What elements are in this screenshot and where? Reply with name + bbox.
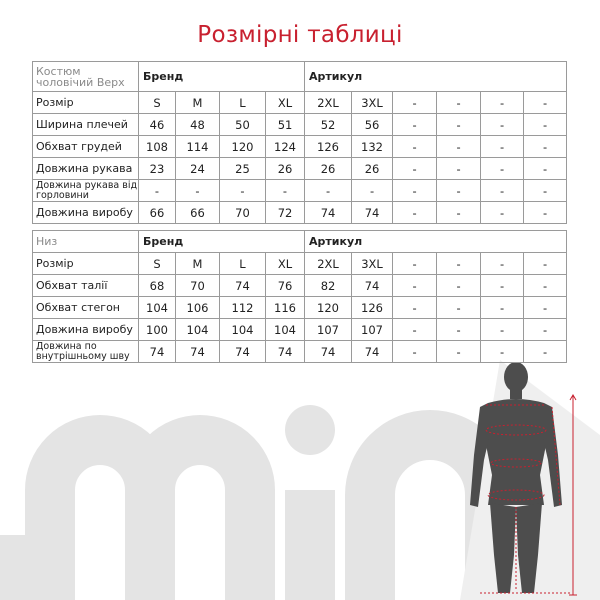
table-cell: - xyxy=(305,180,352,202)
row-label: Обхват талії xyxy=(33,275,139,297)
table-cell: 100 xyxy=(139,319,176,341)
table-cell: M xyxy=(176,92,220,114)
table-cell: 126 xyxy=(352,297,393,319)
table-cell: - xyxy=(524,341,567,363)
table-cell: - xyxy=(437,180,481,202)
table-cell: - xyxy=(481,341,524,363)
table-cell: 132 xyxy=(352,136,393,158)
table-cell: 24 xyxy=(176,158,220,180)
brand-header: Бренд xyxy=(139,231,305,253)
bottom-table-body xyxy=(33,253,567,363)
table-name: Костюм чоловічий Верх xyxy=(33,62,139,92)
article-header: Артикул xyxy=(305,62,567,92)
table-cell: - xyxy=(524,180,567,202)
table-cell: 108 xyxy=(139,136,176,158)
table-cell: - xyxy=(481,275,524,297)
table-cell: - xyxy=(220,180,266,202)
table-cell: S xyxy=(139,253,176,275)
table-cell: 26 xyxy=(352,158,393,180)
table-cell: 74 xyxy=(220,275,266,297)
table-cell: - xyxy=(524,253,567,275)
table-row xyxy=(33,275,567,297)
table-cell: - xyxy=(437,319,481,341)
row-label: Довжина рукава від горловини xyxy=(33,180,139,202)
table-cell: - xyxy=(393,341,437,363)
table-cell: 114 xyxy=(176,136,220,158)
table-cell: - xyxy=(352,180,393,202)
row-label: Довжина по внутрішньому шву xyxy=(33,341,139,363)
table-cell: 3XL xyxy=(352,253,393,275)
table-cell: 56 xyxy=(352,114,393,136)
table-cell: - xyxy=(524,92,567,114)
table-cell: - xyxy=(393,275,437,297)
table-row xyxy=(33,297,567,319)
row-label: Ширина плечей xyxy=(33,114,139,136)
row-label: Обхват грудей xyxy=(33,136,139,158)
table-cell: 104 xyxy=(139,297,176,319)
table-cell: 50 xyxy=(220,114,266,136)
table-cell: 74 xyxy=(139,341,176,363)
table-cell: 76 xyxy=(266,275,305,297)
table-cell: 70 xyxy=(176,275,220,297)
table-cell: - xyxy=(393,297,437,319)
table-row xyxy=(33,202,567,224)
table-cell: - xyxy=(481,114,524,136)
table-cell: 48 xyxy=(176,114,220,136)
table-cell: M xyxy=(176,253,220,275)
table-cell: - xyxy=(481,202,524,224)
table-cell: 120 xyxy=(305,297,352,319)
table-cell: - xyxy=(266,180,305,202)
table-cell: - xyxy=(437,136,481,158)
table-cell: - xyxy=(481,297,524,319)
table-cell: 74 xyxy=(220,341,266,363)
article-header: Артикул xyxy=(305,231,567,253)
table-cell: - xyxy=(437,92,481,114)
table-cell: L xyxy=(220,92,266,114)
body-figure-illustration xyxy=(440,355,600,600)
table-cell: - xyxy=(393,158,437,180)
page-title: Розмірні таблиці xyxy=(197,22,403,48)
top-size-table xyxy=(32,61,567,224)
table-cell: 2XL xyxy=(305,92,352,114)
table-cell: - xyxy=(393,180,437,202)
table-name: Низ xyxy=(33,231,139,253)
table-cell: - xyxy=(481,253,524,275)
table-cell: 72 xyxy=(266,202,305,224)
table-cell: - xyxy=(437,275,481,297)
row-label: Розмір xyxy=(33,253,139,275)
table-cell: S xyxy=(139,92,176,114)
table-cell: 26 xyxy=(305,158,352,180)
table-cell: - xyxy=(524,319,567,341)
table-cell: 74 xyxy=(176,341,220,363)
table-cell: - xyxy=(393,114,437,136)
row-label: Розмір xyxy=(33,92,139,114)
table-cell: 2XL xyxy=(305,253,352,275)
table-cell: - xyxy=(481,180,524,202)
table-cell: 126 xyxy=(305,136,352,158)
table-cell: 107 xyxy=(305,319,352,341)
table-cell: - xyxy=(481,92,524,114)
table-cell: 116 xyxy=(266,297,305,319)
table-cell: - xyxy=(393,202,437,224)
table-cell: 68 xyxy=(139,275,176,297)
table-cell: - xyxy=(524,297,567,319)
table-cell: - xyxy=(524,136,567,158)
bottom-size-table xyxy=(32,230,567,363)
table-cell: 52 xyxy=(305,114,352,136)
table-cell: 74 xyxy=(266,341,305,363)
table-cell: 46 xyxy=(139,114,176,136)
table-cell: 82 xyxy=(305,275,352,297)
table-cell: 51 xyxy=(266,114,305,136)
table-cell: - xyxy=(393,253,437,275)
table-cell: XL xyxy=(266,253,305,275)
table-cell: 66 xyxy=(176,202,220,224)
table-row xyxy=(33,136,567,158)
table-cell: - xyxy=(176,180,220,202)
table-cell: XL xyxy=(266,92,305,114)
table-cell: 3XL xyxy=(352,92,393,114)
table-row xyxy=(33,253,567,275)
table-cell: - xyxy=(481,158,524,180)
table-header-row xyxy=(33,62,567,92)
table-row xyxy=(33,92,567,114)
table-row xyxy=(33,341,567,363)
table-cell: 74 xyxy=(305,202,352,224)
table-cell: 74 xyxy=(305,341,352,363)
table-cell: - xyxy=(481,136,524,158)
table-cell: - xyxy=(393,92,437,114)
table-cell: 74 xyxy=(352,275,393,297)
table-cell: 70 xyxy=(220,202,266,224)
table-cell: 107 xyxy=(352,319,393,341)
table-cell: - xyxy=(437,114,481,136)
table-row xyxy=(33,319,567,341)
row-label: Довжина виробу xyxy=(33,319,139,341)
top-table-body xyxy=(33,92,567,224)
row-label: Обхват стегон xyxy=(33,297,139,319)
table-cell: - xyxy=(437,158,481,180)
table-cell: 74 xyxy=(352,341,393,363)
table-cell: - xyxy=(437,253,481,275)
table-cell: 104 xyxy=(176,319,220,341)
table-header-row xyxy=(33,231,567,253)
table-cell: 26 xyxy=(266,158,305,180)
brand-header: Бренд xyxy=(139,62,305,92)
table-row xyxy=(33,158,567,180)
table-cell: - xyxy=(524,202,567,224)
table-row xyxy=(33,180,567,202)
table-cell: - xyxy=(393,319,437,341)
table-row xyxy=(33,114,567,136)
table-cell: 104 xyxy=(220,319,266,341)
table-cell: 112 xyxy=(220,297,266,319)
row-label: Довжина рукава xyxy=(33,158,139,180)
table-cell: - xyxy=(524,275,567,297)
table-cell: - xyxy=(524,114,567,136)
table-cell: - xyxy=(437,202,481,224)
table-cell: 25 xyxy=(220,158,266,180)
table-cell: 23 xyxy=(139,158,176,180)
table-cell: L xyxy=(220,253,266,275)
table-cell: 106 xyxy=(176,297,220,319)
table-cell: - xyxy=(139,180,176,202)
row-label: Довжина виробу xyxy=(33,202,139,224)
table-cell: - xyxy=(481,319,524,341)
table-cell: - xyxy=(437,297,481,319)
table-cell: 124 xyxy=(266,136,305,158)
table-cell: - xyxy=(524,158,567,180)
table-cell: 66 xyxy=(139,202,176,224)
table-cell: 104 xyxy=(266,319,305,341)
table-cell: - xyxy=(437,341,481,363)
table-cell: 120 xyxy=(220,136,266,158)
table-cell: - xyxy=(393,136,437,158)
table-cell: 74 xyxy=(352,202,393,224)
